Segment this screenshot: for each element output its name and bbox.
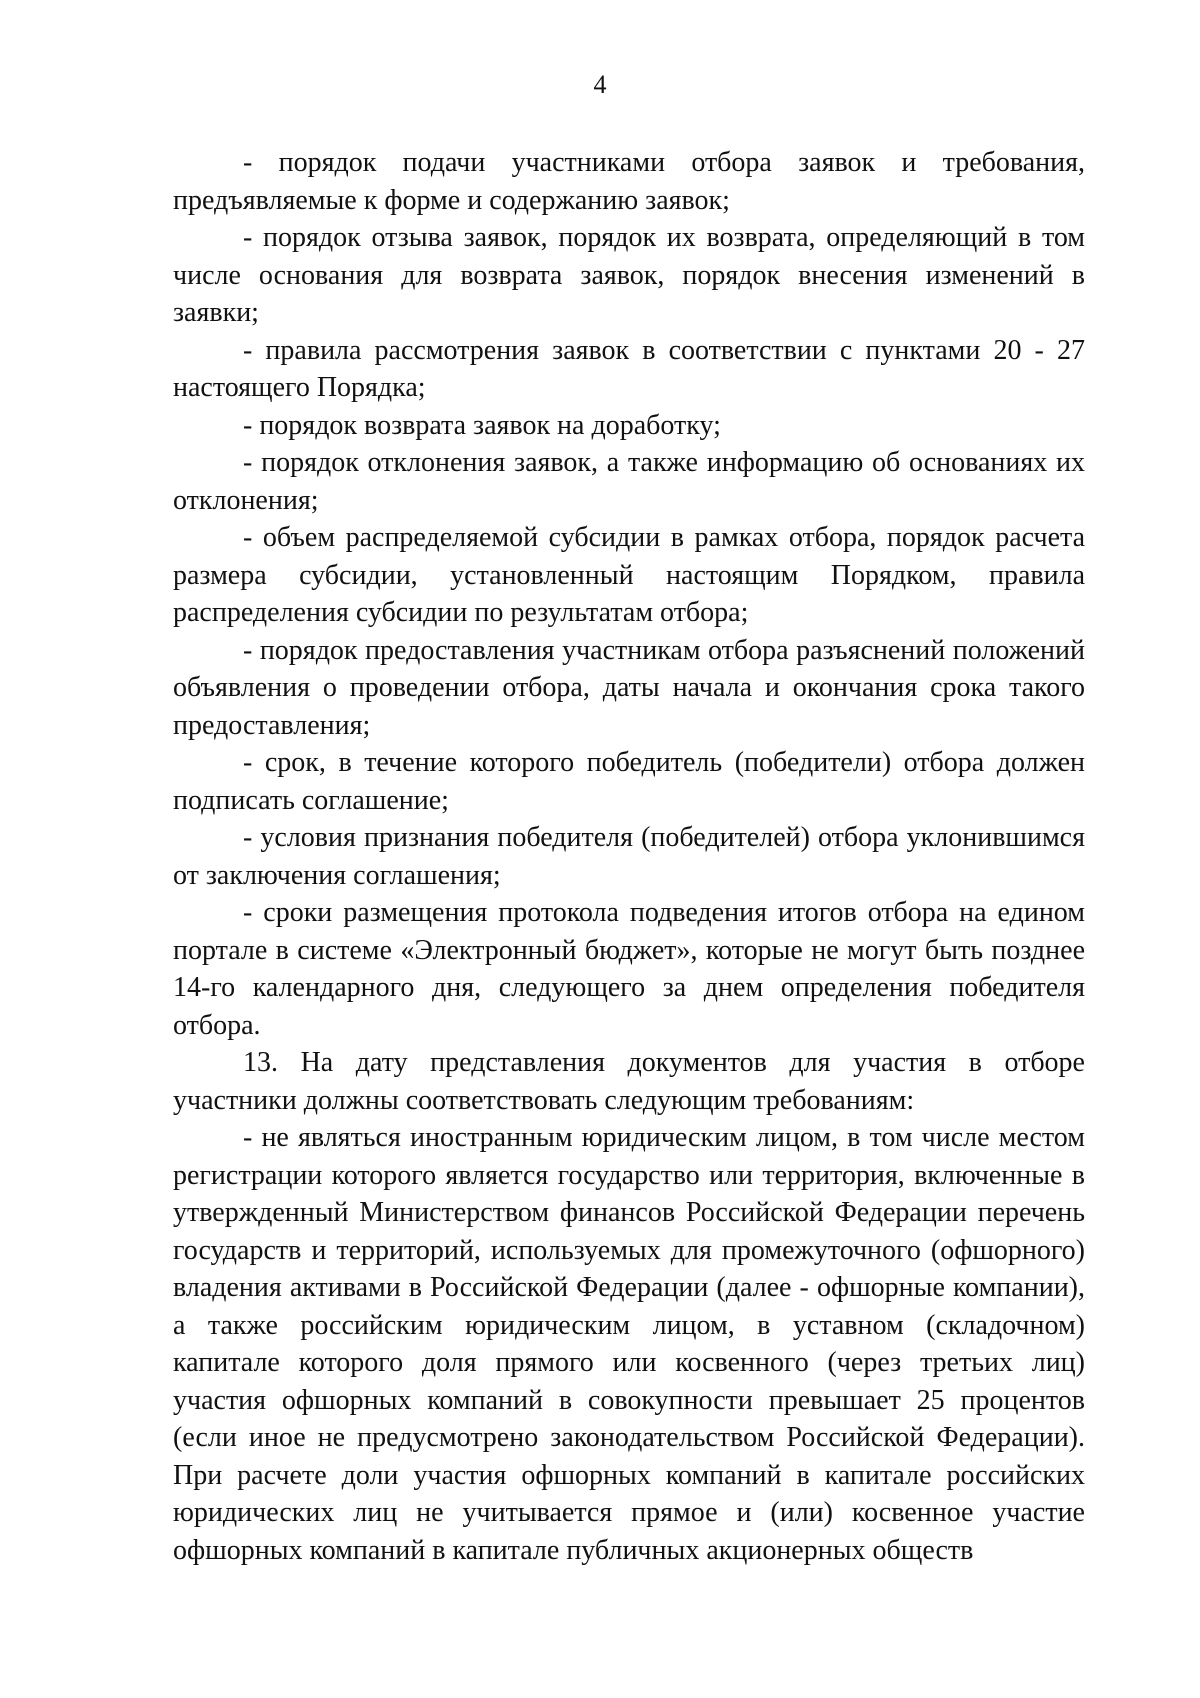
paragraph: - порядок отзыва заявок, порядок их возврата, определяющий в том числе основания для возврата заявок, порядок внесения изменений в заявки; bbox=[173, 222, 1085, 328]
paragraph: - срок, в течение которого победитель (победители) отбора должен подписать соглашение; bbox=[173, 747, 1085, 816]
document-body bbox=[173, 144, 1085, 1569]
paragraph: - порядок отклонения заявок, а также информацию об основаниях их отклонения; bbox=[173, 447, 1085, 516]
paragraph: - порядок возврата заявок на доработку; bbox=[243, 409, 721, 441]
paragraph: - условия признания победителя (победителей) отбора уклонившимся от заключения соглашения; bbox=[173, 822, 1085, 891]
paragraph: - правила рассмотрения заявок в соответствии с пунктами 20 - 27 настоящего Порядка; bbox=[173, 334, 1085, 403]
page-number: 4 bbox=[593, 70, 607, 99]
paragraph: - не являться иностранным юридическим лицом, в том числе местом регистрации которого является государство или территория, включенные в утвержденный Министерством финансов Российской Федерации перечень государств и территорий, используемых для промежуточного (офшорного) владения активами в Российской Федерации (далее - офшорные компании), а также российским юридическим лицом, в уставном (складочном) капитале которого доля прямого или косвенного (через третьих лиц) участия офшорных компаний в совокупности превышает 25 процентов (если иное не предусмотрено законодательством Российской Федерации). При расчете доли участия офшорных компаний в капитале российских юридических лиц не учитывается прямое и (или) косвенное участие офшорных компаний в капитале публичных акционерных обществ bbox=[173, 1122, 1085, 1566]
paragraph: - сроки размещения протокола подведения итогов отбора на едином портале в системе «Электронный бюджет», которые не могут быть позднее 14-го календарного дня, следующего за днем определения победителя отбора. bbox=[173, 897, 1085, 1041]
paragraph: - порядок предоставления участникам отбора разъяснений положений объявления о проведении отбора, даты начала и окончания срока такого предоставления; bbox=[173, 634, 1085, 741]
paragraph: - порядок подачи участниками отбора заявок и требования, предъявляемые к форме и содержанию заявок; bbox=[173, 147, 1085, 216]
paragraph: 13. На дату представления документов для участия в отборе участники должны соответствовать следующим требованиям: bbox=[173, 1047, 1085, 1116]
paragraph: - объем распределяемой субсидии в рамках отбора, порядок расчета размера субсидии, установленный настоящим Порядком, правила распределения субсидии по результатам отбора; bbox=[173, 522, 1085, 628]
